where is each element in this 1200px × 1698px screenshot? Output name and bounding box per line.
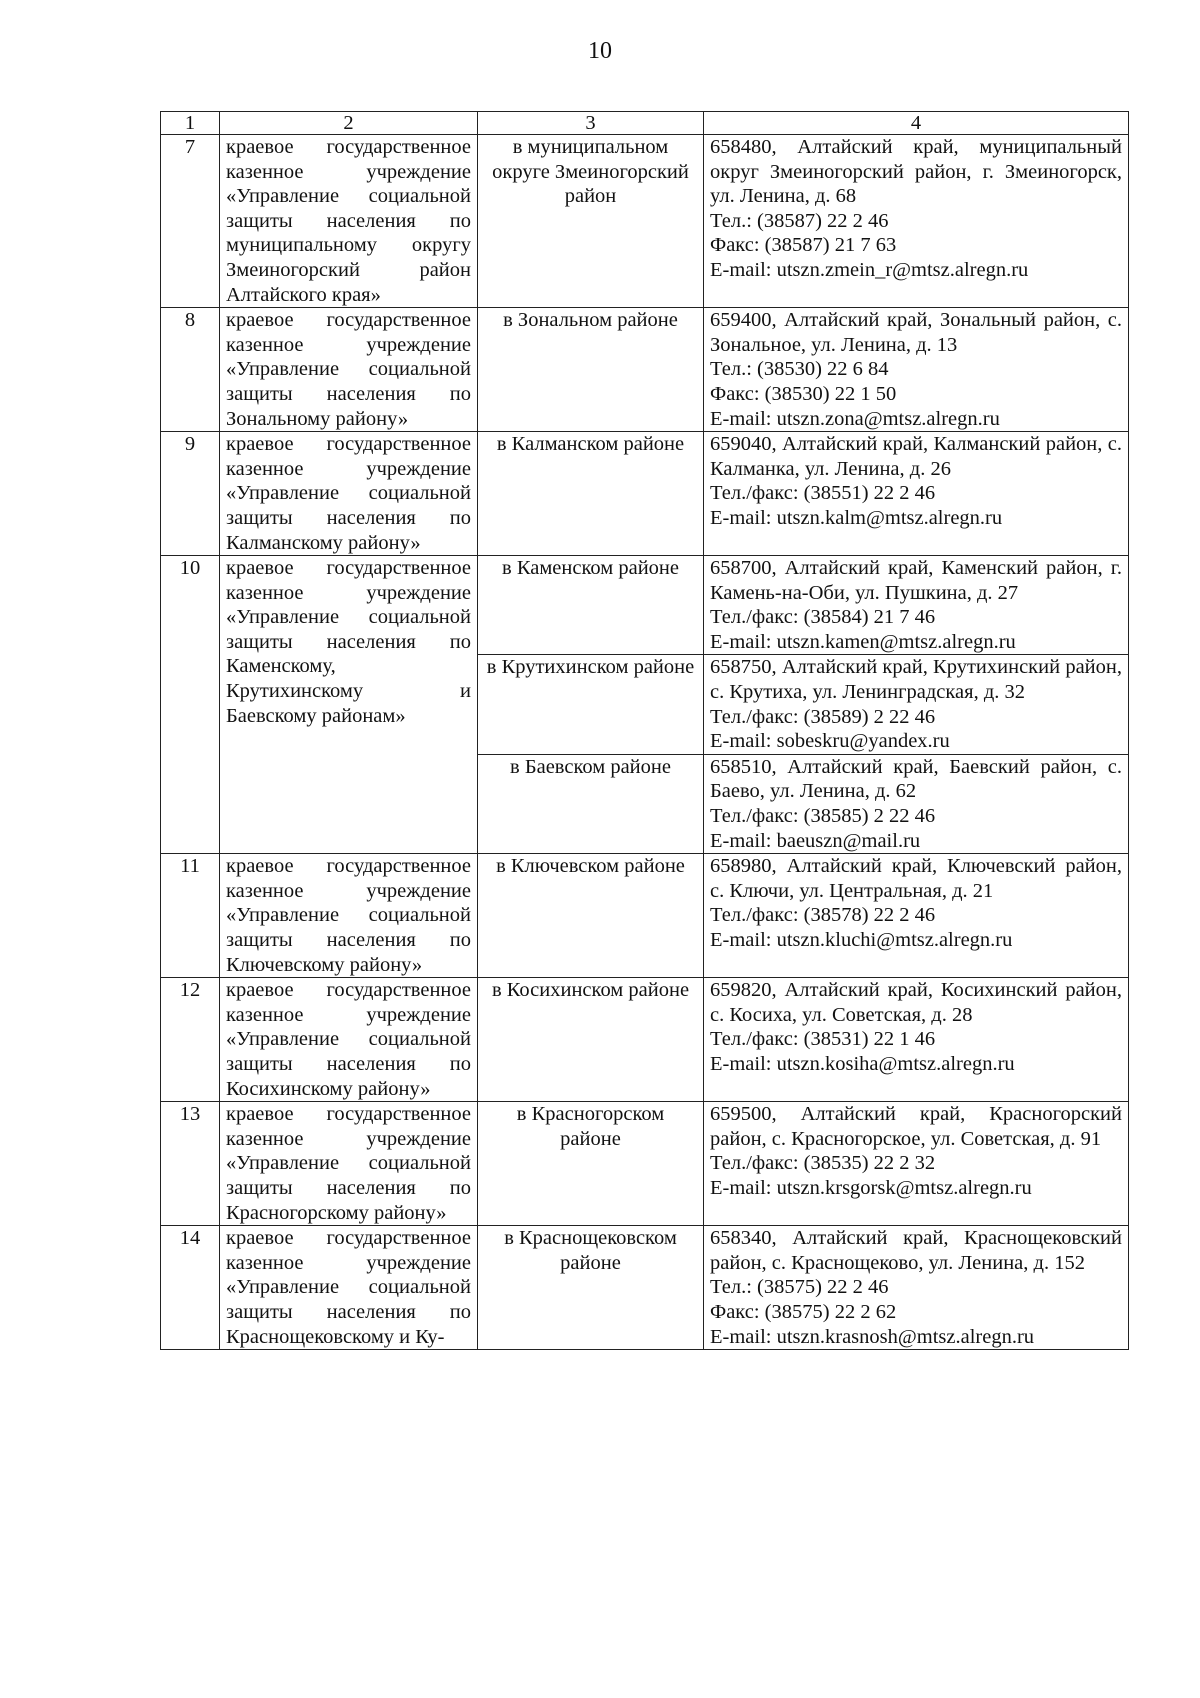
phone-line: Тел./факс: (38585) 2 22 46 xyxy=(710,805,936,828)
phone-line: Факс: (38587) 21 7 63 xyxy=(710,234,897,257)
registry-table xyxy=(160,111,1129,1350)
contact-details xyxy=(704,754,1129,853)
service-location: в Красногорском районе xyxy=(478,1102,704,1226)
institution-name: краевое государственное казенное учреждение «Управление социальной защиты населения по Красногорскому району» xyxy=(220,1102,478,1226)
institution-name: краевое государственное казенное учреждение «Управление социальной защиты населения по Косихинскому району» xyxy=(220,978,478,1102)
service-location: в Ключевском районе xyxy=(478,854,704,978)
row-number: 13 xyxy=(161,1102,220,1226)
address-line: 658340, Алтайский край, Краснощековский район, с. Краснощеково, ул. Ленина, д. 152 xyxy=(710,1227,1122,1274)
contact-details xyxy=(704,432,1129,556)
institution-name: краевое государственное казенное учреждение «Управление социальной защиты населения по Зональному району» xyxy=(220,308,478,432)
row-number: 9 xyxy=(161,432,220,556)
email-line: E-mail: baeuszn@mail.ru xyxy=(710,829,921,852)
table-row xyxy=(161,978,1129,1102)
service-location: в Крутихинском районе xyxy=(478,655,704,754)
row-number: 7 xyxy=(161,135,220,308)
table-row xyxy=(161,135,1129,308)
contact-details xyxy=(704,556,1129,655)
page-number: 10 xyxy=(588,38,612,64)
contact-details xyxy=(704,135,1129,308)
email-line: E-mail: utszn.zmein_r@mtsz.alregn.ru xyxy=(710,258,1029,281)
email-line: E-mail: utszn.krasnosh@mtsz.alregn.ru xyxy=(710,1325,1035,1348)
table-header-row xyxy=(161,112,1129,135)
service-location: в Зональном районе xyxy=(478,308,704,432)
contact-details xyxy=(704,1226,1129,1350)
phone-line: Тел.: (38587) 22 2 46 xyxy=(710,209,889,232)
phone-line: Тел./факс: (38578) 22 2 46 xyxy=(710,904,936,927)
phone-line: Тел.: (38575) 22 2 46 xyxy=(710,1276,889,1299)
row-number: 12 xyxy=(161,978,220,1102)
address-line: 659500, Алтайский край, Красногорский район, с. Красногорское, ул. Советская, д. 91 xyxy=(710,1103,1122,1150)
row-number: 14 xyxy=(161,1226,220,1350)
phone-line: Тел./факс: (38584) 21 7 46 xyxy=(710,606,936,629)
email-line: E-mail: utszn.kluchi@mtsz.alregn.ru xyxy=(710,929,1013,951)
service-location: в Калманском районе xyxy=(478,432,704,556)
header-cell-2: 2 xyxy=(220,112,478,135)
phone-line: Тел./факс: (38535) 22 2 32 xyxy=(710,1152,936,1175)
address-line: 658700, Алтайский край, Каменский район, г. Камень-на-Оби, ул. Пушкина, д. 27 xyxy=(710,557,1122,604)
email-line: E-mail: utszn.zona@mtsz.alregn.ru xyxy=(710,407,1000,430)
address-line: 658980, Алтайский край, Ключевский район, с. Ключи, ул. Центральная, д. 21 xyxy=(710,855,1122,902)
address-line: 659400, Алтайский край, Зональный район, с. Зональное, ул. Ленина, д. 13 xyxy=(710,309,1122,356)
table-row xyxy=(161,308,1129,432)
address-line: 659820, Алтайский край, Косихинский район, с. Косиха, ул. Советская, д. 28 xyxy=(710,979,1122,1026)
email-line: E-mail: utszn.kamen@mtsz.alregn.ru xyxy=(710,630,1016,653)
contact-details xyxy=(704,655,1129,754)
row-number: 8 xyxy=(161,308,220,432)
row-number: 10 xyxy=(161,556,220,854)
table-row xyxy=(161,432,1129,556)
phone-line: Тел.: (38530) 22 6 84 xyxy=(710,358,889,381)
contact-details xyxy=(704,1102,1129,1226)
phone-line: Тел./факс: (38551) 22 2 46 xyxy=(710,482,936,505)
contact-details xyxy=(704,978,1129,1102)
service-location: в Каменском районе xyxy=(478,556,704,655)
address-line: 658480, Алтайский край, муниципальный округ Змеиногорский район, г. Змеиногорск, ул. Ленина, д. 68 xyxy=(710,136,1122,208)
email-line: E-mail: sobeskru@yandex.ru xyxy=(710,730,950,753)
service-location: в Косихинском районе xyxy=(478,978,704,1102)
header-cell-4: 4 xyxy=(704,112,1129,135)
service-location: в муниципальном округе Змеиногорский район xyxy=(478,135,704,308)
table-row xyxy=(161,854,1129,978)
service-location: в Баевском районе xyxy=(478,754,704,853)
address-line: 659040, Алтайский край, Калманский район, с. Калманка, ул. Ленина, д. 26 xyxy=(710,433,1122,480)
phone-line: Тел./факс: (38531) 22 1 46 xyxy=(710,1028,936,1051)
institution-name: краевое государственное казенное учреждение «Управление социальной защиты населения по Ключевскому району» xyxy=(220,854,478,978)
email-line: E-mail: utszn.krsgorsk@mtsz.alregn.ru xyxy=(710,1176,1032,1199)
address-line: 658510, Алтайский край, Баевский район, с. Баево, ул. Ленина, д. 62 xyxy=(710,755,1122,803)
institution-name: краевое государственное казенное учреждение «Управление социальной защиты населения по Каменскому, Крутихинскому и Баевскому районам» xyxy=(220,556,478,854)
email-line: E-mail: utszn.kosiha@mtsz.alregn.ru xyxy=(710,1052,1015,1075)
phone-line: Тел./факс: (38589) 2 22 46 xyxy=(710,705,936,728)
institution-name: краевое государственное казенное учреждение «Управление социальной защиты населения по Краснощековскому и Ку- xyxy=(220,1226,478,1350)
table-row xyxy=(161,1102,1129,1226)
phone-line: Факс: (38530) 22 1 50 xyxy=(710,382,897,405)
table-body xyxy=(161,112,1129,1350)
contact-details xyxy=(704,854,1129,978)
phone-line: Факс: (38575) 22 2 62 xyxy=(710,1300,897,1323)
header-cell-1: 1 xyxy=(161,112,220,135)
institution-name: краевое государственное казенное учреждение «Управление социальной защиты населения по Калманскому району» xyxy=(220,432,478,556)
table-row xyxy=(161,1226,1129,1350)
table-row xyxy=(161,556,1129,655)
contact-details xyxy=(704,308,1129,432)
address-line: 658750, Алтайский край, Крутихинский район, с. Крутиха, ул. Ленинградская, д. 32 xyxy=(710,656,1122,704)
row-number: 11 xyxy=(161,854,220,978)
email-line: E-mail: utszn.kalm@mtsz.alregn.ru xyxy=(710,506,1003,529)
header-cell-3: 3 xyxy=(478,112,704,135)
institution-name: краевое государственное казенное учреждение «Управление социальной защиты населения по муниципальному округу Змеиногорский район Алтайского края» xyxy=(220,135,478,308)
service-location: в Краснощековском районе xyxy=(478,1226,704,1350)
